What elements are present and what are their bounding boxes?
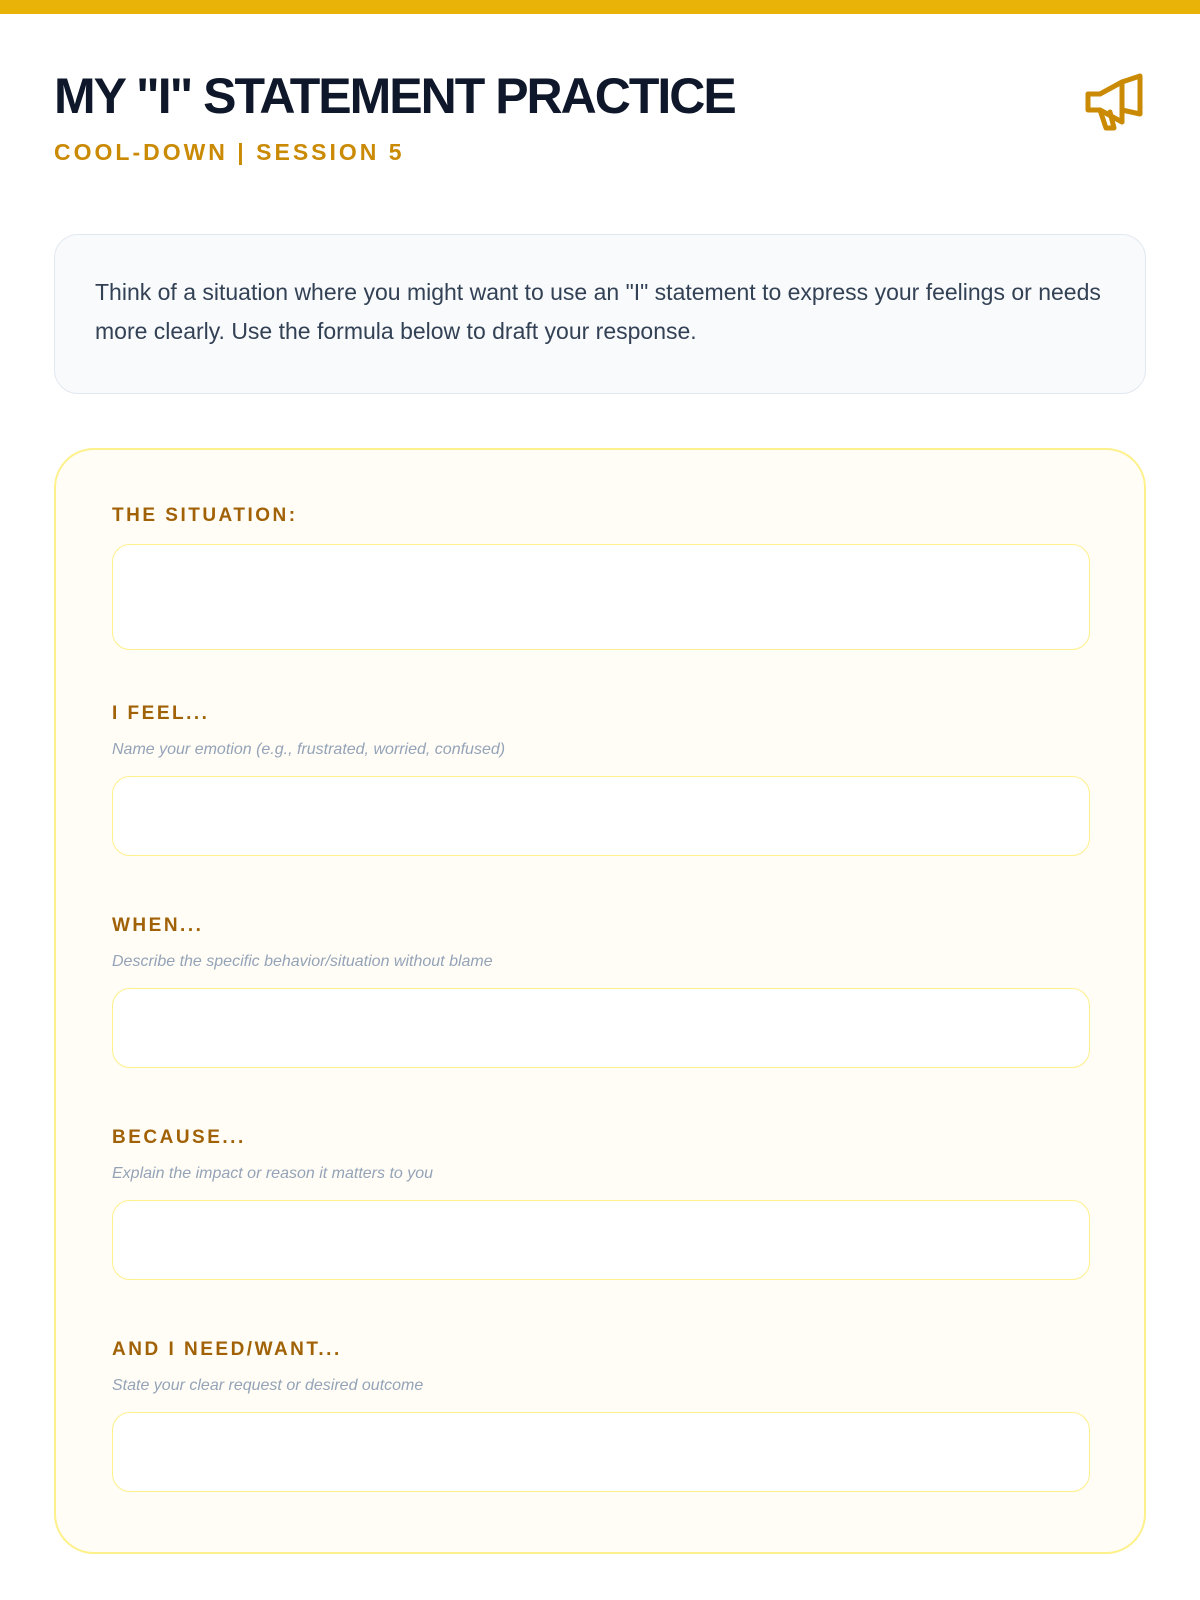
feel-input[interactable] [112, 776, 1090, 856]
instructions-text: Think of a situation where you might want to use an "I" statement to express your feelings or needs more clearly. Use the formula below to draft your response. [95, 279, 1101, 344]
situation-input[interactable] [112, 544, 1090, 650]
page-subtitle: COOL-DOWN | SESSION 5 [54, 139, 405, 165]
page-title: MY "I" STATEMENT PRACTICE [54, 68, 735, 124]
need-input[interactable] [112, 1412, 1090, 1492]
feel-label: I FEEL... [112, 703, 210, 724]
because-label: BECAUSE... [112, 1127, 246, 1148]
feel-hint: Name your emotion (e.g., frustrated, worried, confused) [112, 741, 506, 758]
situation-label: THE SITUATION: [112, 505, 298, 526]
need-field [112, 1338, 1090, 1492]
because-field [112, 1126, 1090, 1280]
statement-form [54, 448, 1146, 1554]
when-field [112, 914, 1090, 1068]
feel-field [112, 702, 1090, 856]
megaphone-icon [1082, 70, 1146, 134]
need-label: AND I NEED/WANT... [112, 1339, 342, 1360]
need-hint: State your clear request or desired outcome [112, 1377, 424, 1394]
because-input[interactable] [112, 1200, 1090, 1280]
when-label: WHEN... [112, 915, 204, 936]
situation-field [112, 504, 1090, 650]
because-hint: Explain the impact or reason it matters to you [112, 1165, 434, 1182]
when-input[interactable] [112, 988, 1090, 1068]
page-header [54, 64, 1146, 174]
when-hint: Describe the specific behavior/situation without blame [112, 953, 493, 970]
instructions-box [54, 234, 1146, 394]
accent-bar [0, 0, 1200, 14]
